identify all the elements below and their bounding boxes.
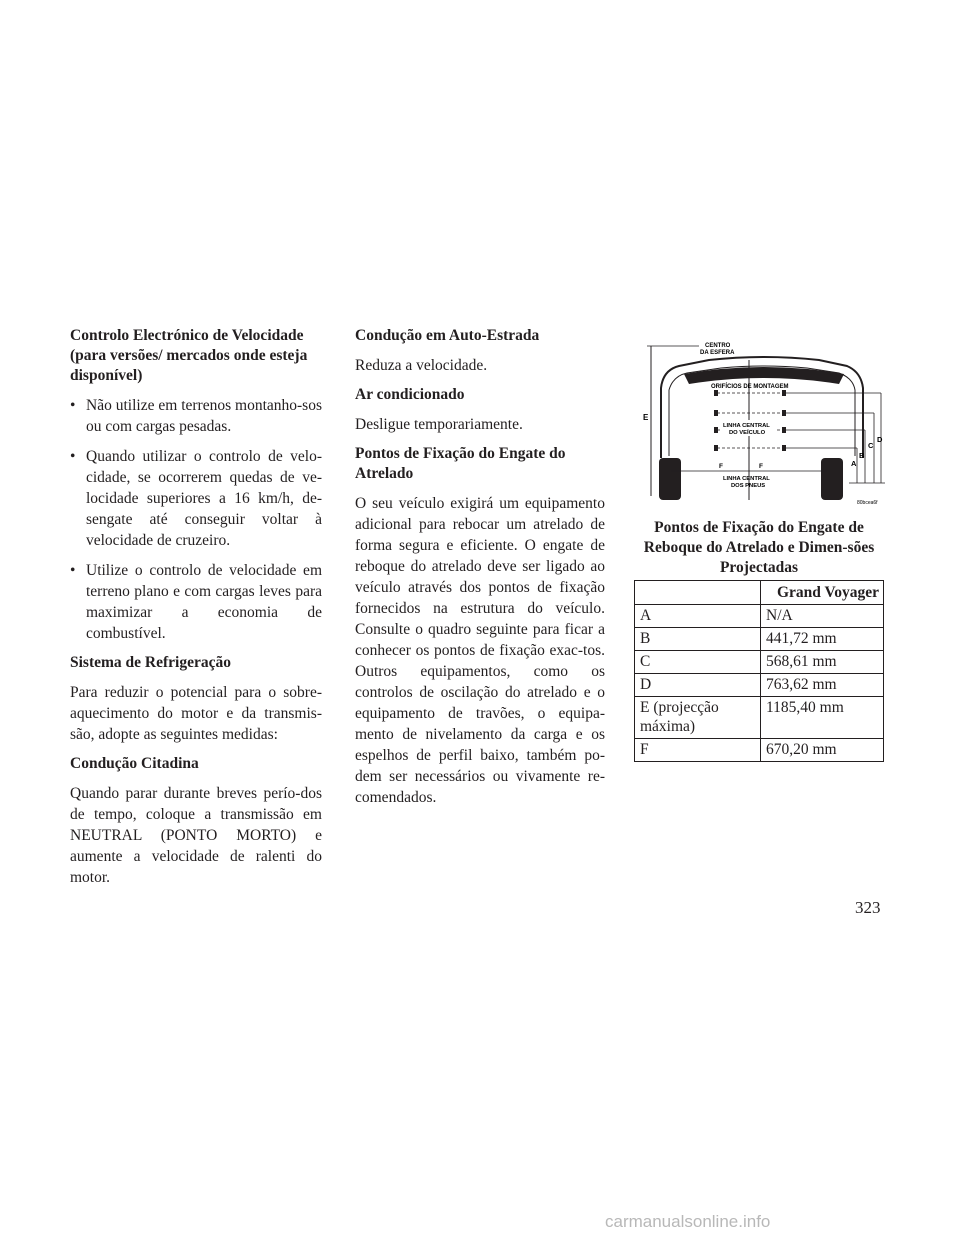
bullet-icon: •	[70, 448, 76, 465]
heading-ac: Ar condicionado	[355, 386, 465, 403]
label-f2: F	[759, 463, 763, 470]
label-b: B	[859, 451, 865, 460]
paragraph-highway: Reduza a velocidade.	[355, 357, 488, 374]
label-linha-pneus-1: LINHA CENTRAL	[723, 476, 770, 482]
heading-hitch-points: Pontos de Fixação do Engate do Atrelado	[355, 445, 566, 482]
label-c: C	[868, 441, 874, 450]
table-row: F 670,20 mm	[635, 739, 884, 762]
table-row: A N/A	[635, 605, 884, 628]
list-item: • Não utilize em terrenos montanho-sos ou com cargas pesadas.	[70, 397, 322, 435]
paragraph-city-driving: Quando parar durante breves perío-dos de tempo, coloque a transmissão em NEUTRAL (PONTO MORTO) e aumente a velocidade de ralenti do motor.	[70, 785, 322, 886]
label-centro: CENTRO	[705, 343, 731, 349]
heading-city-driving: Condução Citadina	[70, 755, 199, 772]
list-item: • Utilize o controlo de velocidade em terreno plano e com cargas leves para maximizar a economia de combustível.	[70, 562, 322, 642]
bullet-icon: •	[70, 562, 76, 579]
heading-speed-control: Controlo Electrónico de Velocidade (para versões/ mercados onde esteja disponível)	[70, 327, 308, 384]
hitch-diagram	[639, 338, 889, 506]
watermark: carmanualsonline.info	[605, 1212, 771, 1231]
heading-highway: Condução em Auto-Estrada	[355, 327, 540, 344]
list-item: • Quando utilizar o controlo de velo-cidade, se ocorrerem quedas de ve-locidade superiores a 16 km/h, de-sengate até conseguir voltar à velocidade de cruzeiro.	[70, 448, 322, 549]
label-linha-pneus-2: DOS PNEUS	[731, 483, 766, 489]
table-row: D 763,62 mm	[635, 674, 884, 697]
diagram-code: 80bcea6f	[857, 500, 878, 506]
heading-cooling: Sistema de Refrigeração	[70, 654, 231, 671]
paragraph-hitch-points: O seu veículo exigirá um equipamento adicional para rebocar um atrelado de forma segura e eficiente. O engate de reboque do atrelado deve ser ligado ao veículo através dos pontos de fixação fornecidos na estrutura do veículo. Consulte o quadro seguinte para ficar a conhecer os pontos de fixação exac-tos. Outros equipamentos, como os controlos de oscilação do atrelado e o equipamento de travões, o equipa-mento de nivelamento da carga e os espelhos de perfil baixo, também po-dem ser necessários ou vivamente re-comendados.	[355, 495, 605, 806]
column-right	[634, 333, 884, 762]
left-tire	[659, 458, 681, 500]
table-row: C 568,61 mm	[635, 651, 884, 674]
column-middle	[355, 326, 605, 817]
paragraph-ac: Desligue temporariamente.	[355, 416, 523, 433]
table-header-row	[635, 581, 884, 605]
label-orificios: ORIFÍCIOS DE MONTAGEM	[711, 384, 789, 390]
label-f1: F	[719, 463, 723, 470]
bullet-list	[70, 395, 322, 644]
page-number: 323	[855, 898, 881, 917]
table-row: E (projecção máxima) 1185,40 mm	[635, 697, 884, 739]
bullet-icon: •	[70, 397, 76, 414]
right-tire	[821, 458, 843, 500]
label-linha-veiculo-1: LINHA CENTRAL	[723, 423, 770, 429]
label-a: A	[851, 459, 857, 468]
table-header-model: Grand Voyager	[761, 581, 884, 605]
table-caption: Pontos de Fixação do Engate de Reboque do Atrelado e Dimen-sões Projectadas	[643, 519, 875, 576]
label-linha-veiculo-2: DO VEÍCULO	[729, 430, 766, 436]
label-d: D	[877, 435, 883, 444]
paragraph-cooling: Para reduzir o potencial para o sobre-aquecimento do motor e da transmis-são, adopte as seguintes medidas:	[70, 684, 322, 743]
label-esfera: DA ESFERA	[700, 350, 735, 356]
table-row: B 441,72 mm	[635, 628, 884, 651]
label-e: E	[643, 413, 649, 422]
column-left	[70, 326, 322, 897]
dimensions-table	[634, 580, 884, 762]
